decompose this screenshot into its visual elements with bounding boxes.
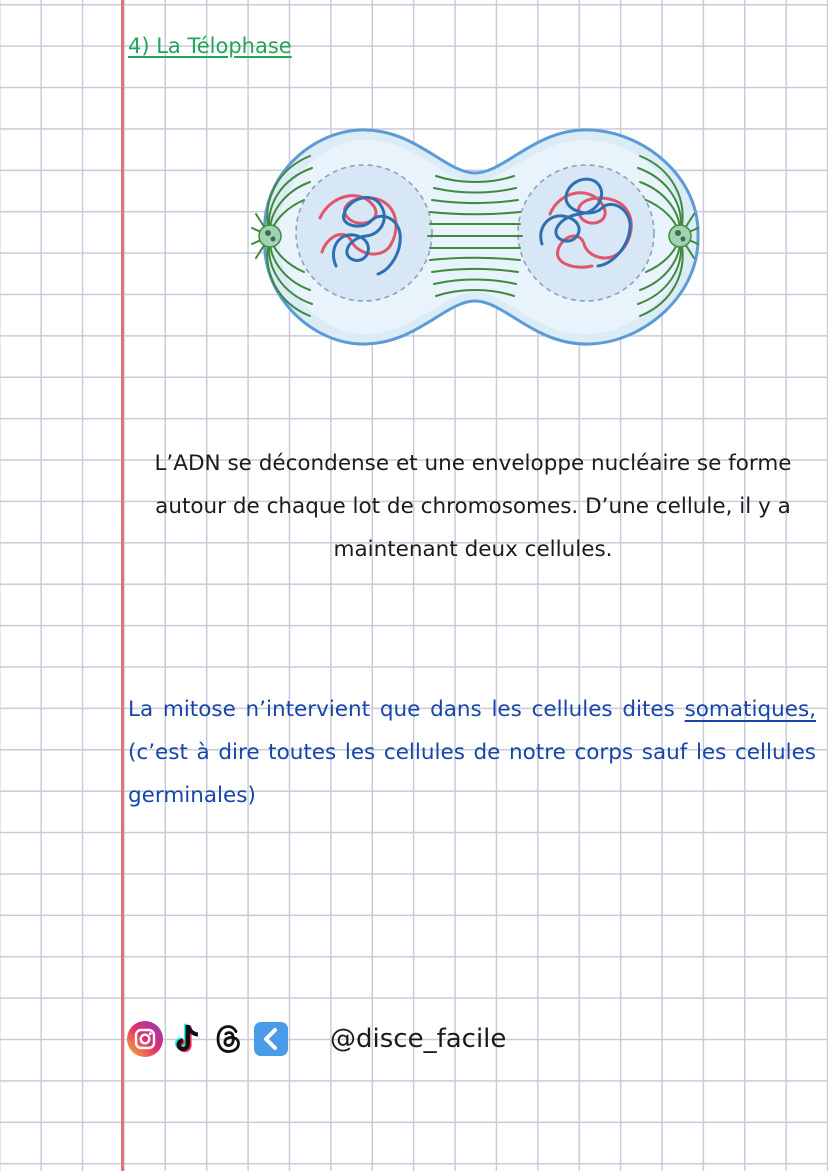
social-handle[interactable]: @disce_facile xyxy=(330,1024,507,1054)
note-text-end: (c’est à dire toutes les cellules de notre corps sauf les cellules germinales) xyxy=(128,740,816,808)
threads-icon[interactable] xyxy=(210,1020,248,1058)
note-term-somatiques: somatiques, xyxy=(684,697,816,722)
telophase-cell-diagram xyxy=(240,118,710,356)
nucleus-left xyxy=(296,165,432,301)
tiktok-icon[interactable] xyxy=(168,1020,206,1058)
note-text-start: La mitose n’intervient que dans les cellules dites xyxy=(128,697,685,722)
kyutai-k-icon[interactable] xyxy=(252,1020,290,1058)
section-title: 4) La Télophase xyxy=(128,34,292,58)
social-icons xyxy=(126,1019,294,1059)
centrosome-right xyxy=(669,225,691,247)
instagram-icon[interactable] xyxy=(126,1020,164,1058)
notebook-margin-line xyxy=(121,0,124,1171)
mitosis-note xyxy=(128,688,816,817)
centrosome-left xyxy=(259,225,281,247)
telophase-description: L’ADN se décondense et une enveloppe nucléaire se forme autour de chaque lot de chromosomes. D’une cellule, il y a maintenant deux cellules. xyxy=(154,451,792,562)
nucleus-right xyxy=(518,165,654,301)
